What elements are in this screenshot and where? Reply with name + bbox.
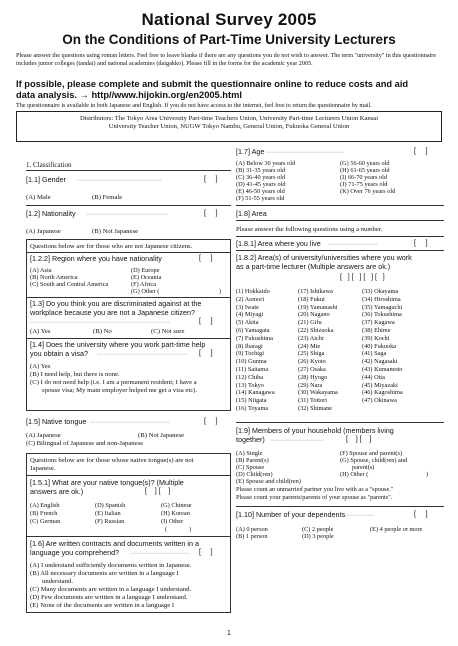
prefecture-option[interactable]: (12) Chiba (236, 373, 264, 381)
discrimination-dots: ······································································ (30, 320, 170, 326)
documents-option[interactable]: (D) Few documents are written in a language I understand. (30, 594, 188, 601)
prefecture-option[interactable]: (18) Fukui (298, 295, 325, 303)
prefecture-option[interactable]: (3) Iwate (236, 303, 259, 311)
region-answer-box[interactable]: [ ] (199, 255, 213, 262)
gender-option-male[interactable]: (A) Male (26, 194, 51, 201)
prefecture-option[interactable]: (27) Osaka (298, 366, 326, 373)
documents-option[interactable]: (B) All necessary documents are written in a language I (30, 570, 179, 577)
prefecture-option[interactable]: (24) Mie (298, 342, 321, 350)
prefecture-option[interactable]: (17) Ishikawa (298, 288, 333, 295)
distributors-line2: University Teacher Union, NUGW Tokyo Nambu, General Union, Fukuoka General Union (108, 123, 350, 131)
household-note-2: Please count your parents/parents of your spouse as "parents". (236, 494, 393, 501)
prefecture-option[interactable]: (8) Ibaragi (236, 342, 263, 350)
visa-option-yes[interactable]: (A) Yes (30, 363, 51, 370)
household-option[interactable]: (D) Child(ren) (236, 471, 273, 478)
prefecture-option[interactable]: (21) Gifu (298, 319, 322, 327)
prefecture-option[interactable]: (40) Fukuoka (362, 342, 397, 350)
prefecture-option[interactable]: (2) Aomori (236, 295, 265, 303)
prefecture-option[interactable]: (29) Nara (298, 381, 323, 389)
prefecture-option[interactable]: (19) Yamanashi (298, 303, 338, 311)
discrimination-option-yes[interactable]: (A) Yes (30, 328, 51, 335)
documents-option[interactable]: (A) I understand sufficiently documents written in Japanese. (30, 562, 192, 569)
documents-question-2: language you comprehend? (30, 548, 120, 557)
visa-option-no-need-cont: spouse visa; My main employer helped me get a visa etc). (42, 387, 198, 394)
prefecture-option[interactable]: (15) Niigata (236, 397, 267, 405)
region-other-close: ) (219, 288, 222, 295)
prefecture-option[interactable]: (22) Shizuoka (298, 327, 334, 334)
language-option[interactable]: (H) Korean (161, 510, 190, 517)
prefecture-option[interactable]: (44) Oita (362, 373, 385, 381)
age-option[interactable]: (H) 61-65 years old (340, 167, 390, 174)
online-notice (16, 79, 446, 101)
prefecture-option[interactable]: (16) Toyama (236, 405, 269, 412)
prefecture-option[interactable]: (39) Kochi (362, 334, 390, 342)
household-option-cont: parent(s) (352, 464, 375, 471)
visa-option-need-help[interactable]: (B) I need help, but there is none. (30, 371, 120, 378)
survey-subtitle: On the Conditions of Part-Time University Lecturers (62, 32, 396, 47)
age-option[interactable]: (K) Over 76 years old (340, 188, 396, 195)
discrimination-option-no[interactable]: (B) No (93, 328, 112, 335)
household-dots: ··························· (270, 438, 324, 444)
region-option[interactable]: (E) Oceania (131, 274, 162, 281)
visa-question-2: you obtain a visa? (30, 349, 88, 358)
age-option[interactable]: (F) 51-55 years old (236, 195, 285, 202)
prefecture-option[interactable]: (6) Yamagata (236, 327, 270, 334)
area-live-dots: ························· (328, 242, 378, 248)
visa-option-no-need[interactable]: (C) I do not need help (i.e. I am a permanent resident; I have a (30, 379, 197, 386)
visa-answer-box[interactable]: [ ] (199, 350, 213, 357)
household-option[interactable]: (A) Single (236, 450, 263, 457)
prefecture-option[interactable]: (5) Akita (236, 319, 259, 327)
native-tongue-question: [1.5] Native tongue (26, 417, 87, 426)
documents-option-cont: understand. (42, 578, 74, 585)
documents-answer-box[interactable]: [ ] (199, 549, 213, 556)
age-question: [1.7] Age (236, 147, 265, 156)
language-option[interactable]: (A) English (30, 502, 60, 509)
household-other-close: ) (426, 471, 429, 478)
left-column (26, 156, 231, 616)
age-option[interactable]: (E) 46-50 years old (236, 188, 285, 195)
region-option[interactable]: (A) Asia (30, 267, 52, 274)
age-option[interactable]: (C) 36-40 years old (236, 174, 286, 181)
nationality-option-japanese[interactable]: (A) Japanese (26, 228, 61, 235)
prefecture-option[interactable]: (41) Saga (362, 350, 387, 358)
language-other-parens: ( ) (165, 526, 192, 533)
language-option-other[interactable]: (I) Other (161, 518, 184, 525)
intro-text: Please answer the questions using roman letters. Feel free to leave blanks if there are any questions you do not wish to answer. The term "university" in this questionnaire includes junior colleges (tandai) and national academies (daigakko). Please fill in the forms for the academic year 2005. (16, 52, 437, 68)
prefecture-option[interactable]: (7) Fukushima (236, 334, 273, 342)
prefecture-option[interactable]: (38) Ehime (362, 327, 391, 334)
tongue-option-japanese[interactable]: (A) Japanese (26, 432, 61, 439)
non-japanese-section (26, 239, 231, 411)
prefecture-option[interactable]: (11) Saitama (236, 366, 269, 373)
region-question: [1.2.2] Region where you have nationality (30, 254, 162, 263)
prefecture-option[interactable]: (36) Tokushima (362, 311, 402, 319)
prefecture-option[interactable]: (32) Shimane (298, 405, 333, 412)
prefecture-option[interactable]: (45) Miyazaki (362, 381, 398, 389)
area-heading: [1.8] Area (236, 209, 267, 218)
household-option-other[interactable]: (H) Other ( (340, 471, 369, 478)
household-question-2: together) (236, 435, 265, 444)
gender-option-female[interactable]: (B) Female (92, 194, 123, 201)
age-option[interactable]: (A) Below 30 years old (236, 160, 296, 167)
page-number: 1 (227, 630, 231, 637)
prefecture-option[interactable]: (28) Hyogo (298, 373, 328, 381)
nationality-dots: ········································· (86, 212, 168, 218)
survey-title: National Survey 2005 (141, 10, 317, 29)
online-notice-line1: If possible, please complete and submit the questionnaire online to reduce costs and aid (16, 79, 409, 89)
tongue-option-not-japanese[interactable]: (B) Not Japanese (138, 432, 185, 439)
prefecture-option[interactable]: (13) Tokyo (236, 381, 264, 389)
tongue-option-bilingual[interactable]: (C) Bilingual of Japanese and non-Japanese (26, 440, 144, 447)
distributors-line1: Distributors: The Tokyo Area University Part-time Teachers Union, University Part-time Lecturers Union Kansai (79, 115, 379, 122)
discrimination-option-not-sure[interactable]: (C) Not sure (151, 328, 185, 335)
prefecture-option[interactable]: (9) Tochigi (236, 350, 264, 358)
visa-dots: ············································· (97, 352, 187, 358)
language-option[interactable]: (F) Russian (95, 518, 125, 525)
discrimination-answer-box[interactable]: [ ] (199, 318, 213, 325)
household-question-1: [1.9] Members of your household (members living (236, 426, 394, 435)
area-work-answer-boxes[interactable]: [ ] [ ] [ ] [ ] (340, 274, 385, 281)
prefecture-option[interactable]: (30) Wakayama (298, 389, 338, 397)
language-option[interactable]: (D) Spanish (95, 502, 126, 509)
household-note-1: Please count an unmarried partner you live with as a "spouse." (236, 486, 394, 493)
region-option[interactable]: (B) North America (30, 274, 78, 281)
household-option[interactable]: (C) Spouse (236, 464, 265, 471)
age-option[interactable]: (G) 56-60 years old (340, 160, 390, 167)
dependents-option[interactable]: (B) 1 person (236, 533, 268, 540)
native-tongue-dots: ········································ (90, 420, 170, 426)
nationality-answer-box[interactable]: [ ] (204, 210, 218, 217)
dependents-option[interactable]: (E) 4 people or more (370, 526, 423, 533)
documents-option[interactable]: (E) None of the documents are written in a language I (30, 602, 175, 609)
prefecture-option[interactable]: (10) Gunma (236, 358, 267, 366)
prefecture-option[interactable]: (25) Shiga (298, 350, 325, 358)
area-work-question-2: as a part-time lecturer (Multiple answers are ok.) (236, 262, 391, 271)
prefecture-option[interactable]: (23) Aichi (298, 334, 324, 342)
age-option[interactable]: (B) 31-35 years old (236, 167, 286, 174)
prefecture-option[interactable]: (35) Yamaguchi (362, 303, 403, 311)
discrimination-question-2: workplace because you are not a Japanese citizen? (30, 308, 196, 317)
prefecture-option[interactable]: (43) Kumamoto (362, 366, 403, 373)
right-column (236, 146, 444, 616)
native-tongues-question-1: [1.5.1] What are your native tongue(s)? (Multiple (30, 478, 184, 487)
nationality-option-not-japanese[interactable]: (B) Not Japanese (92, 228, 139, 235)
documents-option[interactable]: (C) Many documents are written in a language I understand. (30, 586, 192, 593)
online-notice-url[interactable]: data analysis. → http//www.hijokin.org/en2005.html (16, 90, 242, 100)
language-option[interactable]: (E) Italian (95, 510, 121, 517)
dependents-answer-box[interactable]: [ ] (414, 511, 428, 518)
dependents-option[interactable]: (D) 3 people (302, 533, 334, 540)
age-option[interactable]: (D) 41-45 years old (236, 181, 286, 188)
visa-question-1: [1.4] Does the university where you work part-time help (30, 340, 206, 349)
classification-heading: 1. Classification (26, 161, 72, 169)
distributors-box (16, 111, 442, 142)
prefecture-option[interactable]: (31) Tottori (298, 397, 327, 405)
gender-answer-box[interactable]: [ ] (204, 176, 218, 183)
prefecture-option[interactable]: (33) Okayama (362, 288, 399, 295)
prefecture-option[interactable]: (46) Kagoshima (362, 389, 403, 397)
household-option[interactable]: (G) Spouse, child(ren) and (340, 457, 408, 464)
documents-question-1: [1.6] Are written contracts and documents written in a (30, 539, 199, 548)
language-option[interactable]: (B) French (30, 510, 58, 517)
prefecture-option[interactable]: (34) Hiroshima (362, 295, 401, 303)
prefecture-option[interactable]: (47) Okinawa (362, 397, 397, 405)
prefecture-option[interactable]: (14) Kanagawa (236, 389, 275, 397)
gender-question: [1.1] Gender (26, 175, 66, 184)
dependents-question: [1.10] Number of your dependents (236, 510, 346, 519)
native-tongue-answer-box[interactable]: [ ] (204, 418, 218, 425)
documents-dots: ····························· (131, 551, 189, 557)
dependents-option[interactable]: (C) 2 people (302, 526, 334, 533)
language-option[interactable]: (G) Chinese (161, 502, 192, 509)
household-answer-box[interactable]: [ ] [ ] (346, 436, 372, 443)
household-option[interactable]: (E) Spouse and child(ren) (236, 478, 301, 485)
region-option-other[interactable]: (G) Other ( (131, 288, 160, 295)
prefecture-option[interactable]: (26) Kyoto (298, 358, 326, 366)
household-option[interactable]: (B) Parent(s) (236, 457, 269, 464)
region-option[interactable]: (F) Africa (131, 281, 157, 288)
non-japanese-header: Questions below are for those who are not Japanese citizens. (30, 243, 193, 250)
gender-dots: ··········································· (76, 178, 162, 184)
language-option[interactable]: (C) German (30, 518, 61, 525)
area-work-question-1: [1.8.2] Area(s) of university/universities where you work (236, 253, 412, 262)
region-option[interactable]: (C) South and Central America (30, 281, 109, 288)
area-live-question: [1.8.1] Area where you live (236, 239, 321, 248)
native-tongues-question-2: answers are ok.) (30, 487, 84, 496)
prefecture-option[interactable]: (42) Nagasaki (362, 358, 398, 366)
non-native-header-2: Japanese. (30, 465, 56, 472)
region-option[interactable]: (D) Europe (131, 267, 160, 274)
household-option[interactable]: (F) Spouse and parent(s) (340, 450, 403, 457)
native-tongues-answer-box[interactable]: [ ] [ ] (145, 488, 171, 495)
prefecture-option[interactable]: (1) Hokkaido (236, 288, 270, 295)
age-option[interactable]: (J) 71-75 years old (340, 181, 388, 188)
age-answer-box[interactable]: [ ] (414, 148, 428, 155)
prefecture-option[interactable]: (20) Nagano (298, 311, 330, 319)
nationality-question: [1.2] Nationality (26, 209, 76, 218)
area-live-answer-box[interactable]: [ ] (414, 240, 428, 247)
prefecture-option[interactable]: (4) Miyagi (236, 311, 264, 319)
availability-note: The questionnaire is available in both Japanese and English. If you do not have access to the internet, feel free to return the questionnaire by mail. (16, 103, 372, 109)
discrimination-question-1: [1.3] Do you think you are discriminated against at the (30, 299, 202, 308)
age-option[interactable]: (I) 66-70 years old (340, 174, 388, 181)
prefecture-option[interactable]: (37) Kagawa (362, 319, 395, 327)
dependents-dots: ················ (342, 513, 374, 519)
non-native-japanese-section (26, 453, 231, 613)
non-native-header-1: Questions below are for those whose native tongue(s) are not (30, 457, 194, 464)
age-dots: ······································· (266, 150, 344, 156)
dependents-option[interactable]: (A) 0 person (236, 526, 268, 533)
area-instruction: Please answer the following questions using a number. (236, 226, 383, 233)
